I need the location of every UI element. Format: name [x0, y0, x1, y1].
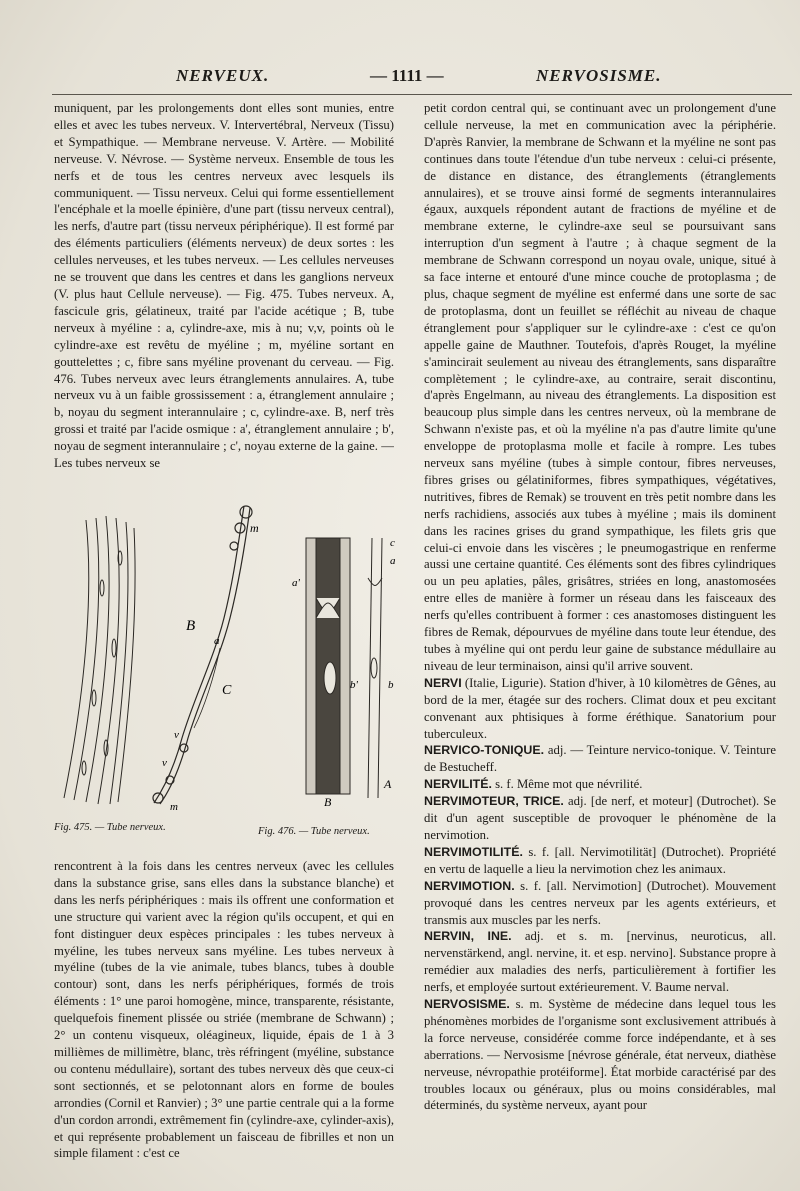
fig-label-m-top: m	[250, 521, 259, 535]
right-column	[424, 100, 776, 1185]
paragraph: petit cordon central qui, se continuant avec un prolongement d'une cellule nerveuse, la met en communication avec la périphérie. D'après Ranvier, la membrane de Schwann et la myéline ne sont pas continues dans toute l'étendue d'un tube nerveux : celui-ci présente, de distance en distance, des étranglements (étranglements annulaires), et se trouve ainsi formé de segments interannulaires égaux, auxquels répondent autant de fractions de myéline et de membrane externe, le cylindre-axe seul se poursuivant sans interruption d'un segment à l'autre ; à chaque segment de la membrane de Schwann correspond un noyau ovale, unique, situé à sa face interne et entouré d'une mince couche de protoplasma ; de plus, chaque segment de myéline est enfermé dans une sorte de sac de protoplasma, dont un feuillet se réfléchit au niveau de chaque étranglement pour s'appliquer sur le cylindre-axe : c'est ce qu'on appelle gaine de Mauthner. Toutefois, d'après Rouget, la myéline s'amincirait seulement au niveau des étranglements, sans disparaître complètement ; le cylindre-axe, au contraire, serait discontinu, d'après Engelmann, au niveau des étranglements. La disposition est beaucoup plus simple dans les centres nerveux, où la membrane de Schwann n'existe pas, et où la myéline n'a pas d'autre limite qu'une enveloppe de protoplasma molle et facile à rompre. Les tubes nerveux sans myéline (tubes à simple contour, fibres nerveuses, fibres grises ou gélatiniformes, fibres sympathiques, végétatives, nutritives, fibres de Remak) se trouvent en très petit nombre dans les nerfs rachidiens, associés aux tubes à myéline ; mais ils dominent dans les racines grises du grand sympathique, les filets gris que celui-ci envoie dans les viscères ; le pneumogastrique en renferme aussi une certaine quantité. Ces éléments sont des fibres cylindriques ou un peu aplaties, pâles, grisâtres, striées en long, anastomosées entre elles de manière à former un réseau dans les faisceaux des nerfs qu'elles contribuent à former : ces anastomoses distinguent les fibres de Remak, dépourvues de myéline dans toute leur étendue, des tubes à myéline qui ont perdu leur gaine de substance médullaire au niveau de leur terminaison, ainsi qu'il arrive souvent.	[424, 101, 776, 673]
fig-label-B2: B	[324, 795, 332, 809]
fig-label-b: b	[388, 679, 394, 691]
entry-nervimotion	[424, 878, 776, 929]
entry-text: s. f. Même mot que névrilité.	[491, 777, 643, 792]
fig475-myelin-tube-drawing	[153, 506, 252, 804]
entry-nervi	[424, 675, 776, 743]
headword: NERVIMOTION.	[424, 878, 515, 893]
fig476-tube-A-drawing	[368, 538, 382, 798]
entry-nervosisme	[424, 996, 776, 1114]
header-rule	[52, 94, 792, 95]
fig-label-B: B	[186, 618, 196, 634]
fig-label-a-prime: a'	[292, 577, 300, 589]
fig476-nerve-B-drawing	[306, 538, 350, 794]
entry-nervico-tonique	[424, 742, 776, 776]
headword: NERVIMOTEUR, TRICE.	[424, 794, 564, 809]
headword: NERVILITÉ.	[424, 777, 492, 792]
left-column-bottom	[54, 858, 394, 1184]
paragraph: muniquent, par les prolongements dont elles sont munies, entre elles et avec les tubes nerveux. V. Intervertébral, Nerveux (Tissu) et Sympathique. — Membrane nerveuse. V. Artère. — Mobilité nerveuse. V. Névrose. — Système nerveux. Ensemble de tous les nerfs et de tous les centres nerveux avec lesquels ils communiquent. — Tissu nerveux. Celui qui forme essentiellement l'encéphale et la moelle épinière, d'une part (tissu nerveux central), les nerfs, d'autre part (tissu nerveux périphérique). Il est formé par des éléments particuliers (éléments nerveux) de deux sortes : les cellules nerveuses, et les tubes nerveux. — Les cellules nerveuses ne se trouvent que dans les centres et dans les ganglions nerveux (V. plus haut Cellule nerveuse). — Fig. 475. Tubes nerveux. A, fascicule gris, gélatineux, traité par l'acide acétique ; B, tube nerveux à myéline : a, cylindre-axe, mis à nu; v,v, points où le cylindre-axe est revêtu de myéline ; m, myéline sortant en gouttelettes ; c, fibre sans myéline provenant du cerveau. — Fig. 476. Tubes nerveux avec leurs étranglements annulaires. A, tube nerveux vu à un faible grossissement : a, étranglement annulaire ; b, noyau du segment interannulaire ; c, cylindre-axe. B, nerf très grossi et traité par l'acide osmique : a', étranglement annulaire ; b', noyau de segment interannulaire ; c', noyau externe de la gaine. — Les tubes nerveux se	[54, 101, 394, 471]
fig-label-v2: v	[162, 757, 167, 769]
fig-label-b-prime: b'	[350, 679, 358, 691]
header-right-word: NERVOSISME.	[536, 66, 662, 85]
entry-text: (Italie, Ligurie). Station d'hiver, à 10 kilomètres de Gênes, au bord de la mer, étagée sur des rochers. Climat doux et peu excitant convenant aux phtisiques à forme éréthique. Sanatorium pour tuberculeux.	[424, 675, 776, 741]
headword: NERVI	[424, 675, 462, 690]
fig475-caption: Fig. 475. — Tube nerveux.	[54, 822, 166, 833]
page-number: — 1111 —	[370, 66, 444, 85]
headword: NERVIMOTILITÉ.	[424, 844, 523, 859]
header-left-word: NERVEUX.	[176, 66, 270, 85]
headword: NERVIN, INE.	[424, 929, 512, 944]
entry-nervimoteur	[424, 793, 776, 844]
fig-label-m-bottom: m	[170, 801, 178, 813]
fig-label-C: C	[222, 683, 232, 698]
figure-illustrations	[54, 498, 400, 828]
fig-label-a2: a	[390, 555, 396, 567]
headword: NERVICO-TONIQUE.	[424, 743, 545, 758]
fig-label-A: A	[384, 777, 392, 791]
fig476-caption: Fig. 476. — Tube nerveux.	[258, 826, 370, 837]
entry-nervimotilite	[424, 844, 776, 878]
entry-nervilite	[424, 776, 776, 793]
fig-label-v1: v	[174, 729, 179, 741]
entry-nervin	[424, 928, 776, 996]
entry-text: s. m. Système de médecine dans lequel tous les phénomènes morbides de l'organisme sont exclusivement attribués à la force nerveuse, considérée comme force indépendante, et à ses aberrations. — Nervosisme [névrose générale, état nerveux, diathèse nerveuse, névropathie protéiforme]. État morbide caractérisé par des troubles locaux ou généraux, plus ou moins considérables, mal déterminés, du système nerveux, ayant pour	[424, 997, 776, 1113]
left-column-top	[54, 100, 394, 488]
fig-label-c: c	[390, 537, 395, 549]
paragraph: rencontrent à la fois dans les centres nerveux (avec les cellules dans la substance grise, sans elles dans la substance blanche) et dans les nerfs périphériques : mais ils offrent une conformation et une structure qui varient avec la région qu'ils occupent, et qui en font distinguer deux espèces principales : les tubes nerveux à myéline, les tubes nerveux sans myéline. Les tubes nerveux à myéline (tubes de la vie animale, tubes blancs, tubes à double contour) sont, dans les nerfs périphériques, formés de trois éléments : 1° une paroi homogène, mince, transparente, résistante, quelquefois finement plissée ou striée (membrane de Schwann) ; 2° un contenu visqueux, oléagineux, liquide, épais de 1 à 3 millièmes de millimètre, blanc, très réfringent (myéline, substance ou contenu médullaire), sortant des tubes nerveux dès que ceux-ci sont sectionnés, et se pelotonnant alors en forme de boules arrondies (Cornil et Ranvier) ; 3° une partie centrale qui a la forme d'un cordon arrondi, extrêmement fin (cylindre-axe, cylinder-axis), et qui représente probablement un faisceau de fibrilles et non un simple filament : c'est ce	[54, 859, 394, 1161]
entry-text: adj. — Teinture nervico-tonique. V. Teinture de Bestucheff.	[424, 743, 776, 775]
running-header	[170, 66, 690, 92]
entry-text: s. f. [all. Nervimotilität] (Dutrochet). Propriété en vertu de laquelle a lieu la nervimotion chez les animaux.	[424, 844, 776, 876]
entry-text: adj. et s. m. [nervinus, neuroticus, all. nervenstärkend, angl. nervine, it. et esp. nervino]. Substance propre à remédier aux maladies des nerfs, particulièrement à fortifier les nerfs, et employée surtout extérieurement. V. Baume nerval.	[424, 929, 776, 995]
fig-label-a: a	[214, 635, 220, 647]
fig475-fascicle-drawing	[64, 516, 135, 804]
headword: NERVOSISME.	[424, 997, 510, 1012]
entry-text: adj. [de nerf, et moteur] (Dutrochet). Se dit d'un agent susceptible de provoquer le phénomène de la nervimotion.	[424, 794, 776, 842]
figure-area	[54, 498, 400, 848]
entry-text: s. f. [all. Nervimotion] (Dutrochet). Mouvement provoqué dans les centres nerveux par les agents extérieurs, et transmis aux muscles par les nerfs.	[424, 878, 776, 927]
